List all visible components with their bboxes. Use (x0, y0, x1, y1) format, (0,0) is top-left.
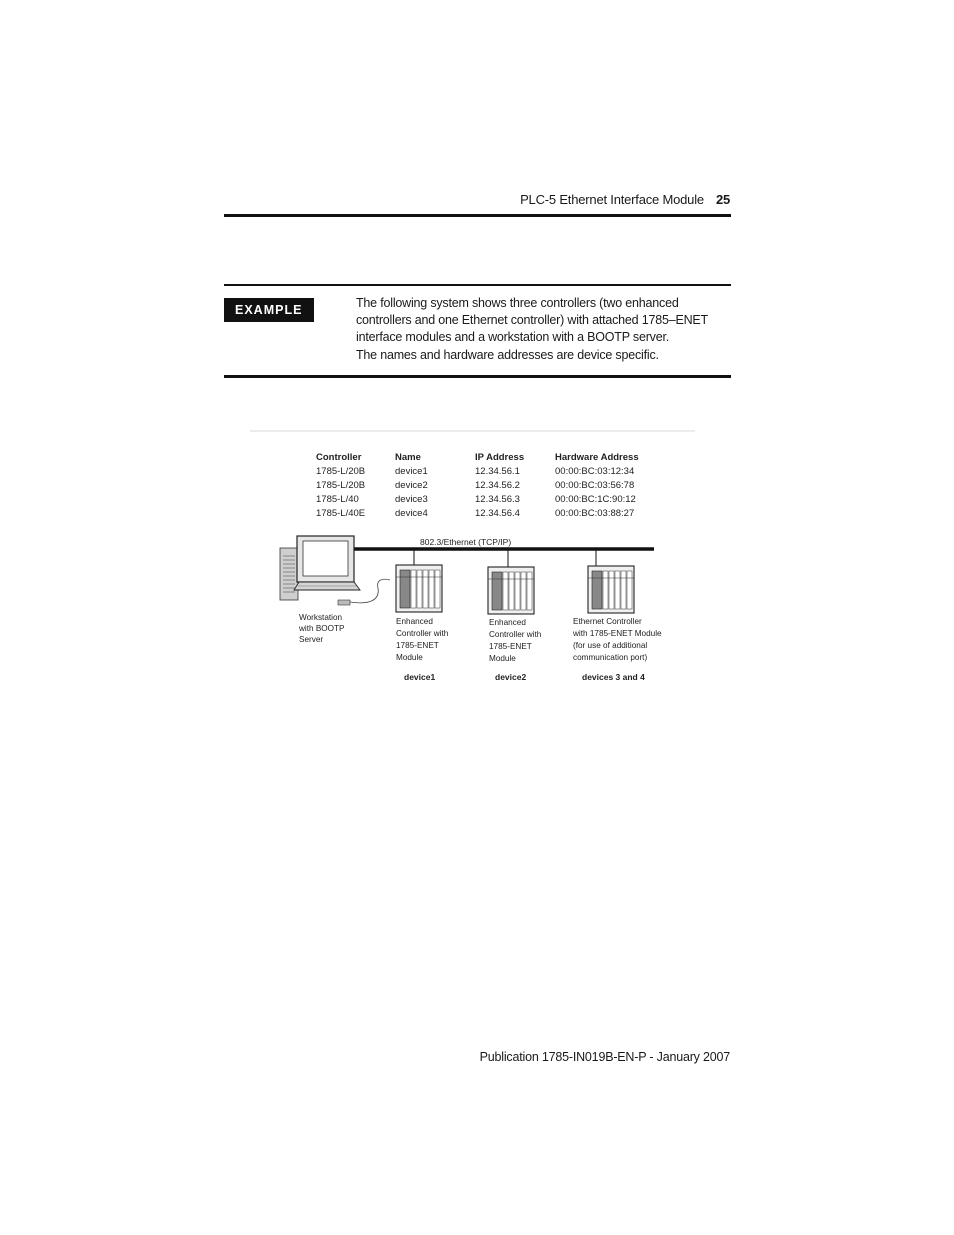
svg-text:communication port): communication port) (573, 653, 648, 662)
svg-text:Controller with: Controller with (396, 629, 449, 638)
cell-hw: 00:00:BC:03:56:78 (555, 480, 635, 491)
monitor-screen (303, 541, 348, 576)
mouse (338, 600, 350, 605)
header-title: PLC-5 Ethernet Interface Module (520, 192, 704, 207)
svg-text:Enhanced: Enhanced (396, 617, 433, 626)
example-label: EXAMPLE (224, 298, 314, 322)
cell-name: device3 (395, 494, 428, 505)
network-cable (350, 579, 390, 603)
header-rule (224, 214, 731, 217)
cell-hw: 00:00:BC:03:12:34 (555, 466, 635, 477)
col-header-controller: Controller (316, 452, 362, 463)
cell-ip: 12.34.56.2 (475, 480, 520, 491)
svg-text:Enhanced: Enhanced (489, 618, 526, 627)
node-label-device1: device1 (404, 672, 436, 682)
example-top-rule (224, 284, 731, 286)
node-label-devices-3-4: devices 3 and 4 (582, 672, 645, 682)
svg-text:(for use of additional: (for use of additional (573, 641, 648, 650)
table-row (316, 480, 634, 491)
table-row (316, 494, 636, 505)
cell-hw: 00:00:BC:03:88:27 (555, 508, 635, 519)
node2-caption (489, 618, 542, 663)
page-number: 25 (715, 192, 730, 207)
svg-text:Server: Server (299, 635, 324, 644)
svg-text:Workstation: Workstation (299, 613, 343, 622)
col-header-name: Name (395, 452, 421, 463)
network-label: 802.3/Ethernet (TCP/IP) (420, 537, 512, 547)
network-diagram (250, 430, 695, 715)
node3-caption (572, 617, 662, 662)
cell-name: device4 (395, 508, 428, 519)
svg-text:Controller with: Controller with (489, 630, 542, 639)
example-paragraph-2: The names and hardware addresses are device specific. (356, 348, 659, 362)
cell-hw: 00:00:BC:1C:90:12 (555, 494, 636, 505)
svg-text:Module: Module (396, 653, 423, 662)
network-figure (250, 430, 695, 715)
table-header-row (316, 452, 639, 463)
svg-text:Module: Module (489, 654, 516, 663)
svg-text:1785-ENET: 1785-ENET (396, 641, 439, 650)
controller-chassis-3 (588, 566, 634, 613)
cell-ip: 12.34.56.3 (475, 494, 520, 505)
controller-chassis-2 (488, 567, 534, 614)
cell-ip: 12.34.56.1 (475, 466, 520, 477)
cell-name: device1 (395, 466, 428, 477)
table-row (316, 466, 634, 477)
svg-text:Ethernet Controller: Ethernet Controller (573, 617, 642, 626)
cell-ip: 12.34.56.4 (475, 508, 520, 519)
example-paragraph-1: The following system shows three controllers (two enhanced controllers and one Ethernet controller) with attached 1785–ENET interface modules and a workstation with a BOOTP server. (356, 296, 708, 344)
svg-text:with 1785-ENET Module: with 1785-ENET Module (573, 629, 662, 638)
controller-chassis-1 (396, 565, 442, 612)
running-header (470, 192, 730, 207)
example-bottom-rule (224, 375, 731, 378)
workstation-caption (298, 613, 345, 644)
cell-name: device2 (395, 480, 428, 491)
cell-controller: 1785-L/40 (316, 494, 359, 505)
publication-footer: Publication 1785-IN019B-EN-P - January 2007 (479, 1050, 730, 1064)
address-table (316, 452, 639, 519)
col-header-hw: Hardware Address (555, 452, 639, 463)
table-row (316, 508, 634, 519)
svg-text:1785-ENET: 1785-ENET (489, 642, 532, 651)
workstation-icon (280, 536, 390, 605)
example-text (356, 295, 734, 364)
node-label-device2: device2 (495, 672, 527, 682)
cell-controller: 1785-L/20B (316, 466, 366, 477)
cell-controller: 1785-L/40E (316, 508, 366, 519)
col-header-ip: IP Address (475, 452, 525, 463)
cell-controller: 1785-L/20B (316, 480, 366, 491)
node1-caption (396, 617, 449, 662)
svg-text:with BOOTP: with BOOTP (299, 624, 345, 633)
